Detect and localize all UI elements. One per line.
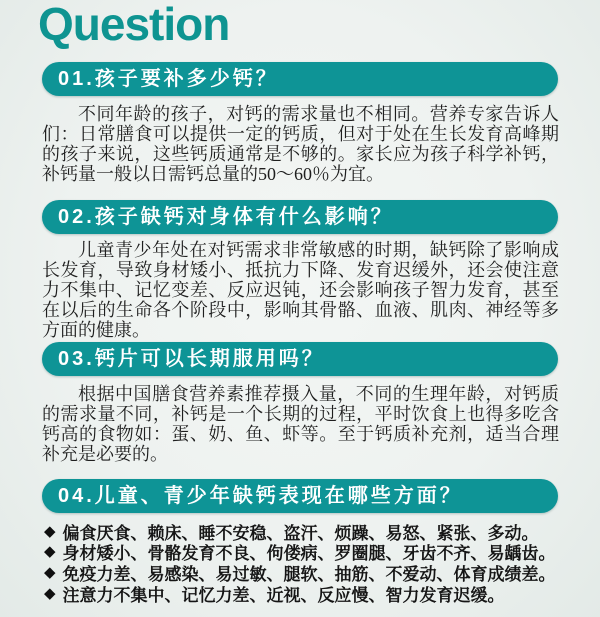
diamond-bullet-icon: ◆: [44, 583, 56, 602]
page-title: Question: [38, 0, 230, 50]
bullet-text: 偏食厌食、赖床、睡不安稳、盗汗、烦躁、易怒、紧张、多动。: [62, 523, 539, 543]
diamond-bullet-icon: ◆: [44, 521, 56, 540]
diamond-bullet-icon: ◆: [44, 542, 56, 561]
section-01-heading: 01.孩子要补多少钙？: [42, 62, 558, 96]
list-item: [42, 583, 559, 604]
diamond-bullet-icon: ◆: [44, 562, 56, 581]
section-02-body: 儿童青少年处在对钙需求非常敏感的时期，缺钙除了影响成长发育，导致身材矮小、抵抗力下降、发育迟缓外，还会使注意力不集中、记忆变差、反应迟钝，还会影响孩子智力发育，甚至在以后的生命各个阶段中，影响其骨骼、血液、肌肉、神经等多方面的健康。: [42, 240, 559, 340]
bullet-text: 注意力不集中、记忆力差、近视、反应慢、智力发育迟缓。: [62, 585, 505, 605]
section-03-heading: 03.钙片可以长期服用吗？: [42, 342, 558, 376]
section-04-heading: 04.儿童、青少年缺钙表现在哪些方面？: [42, 479, 558, 513]
bullet-text: 免疫力差、易感染、易过敏、腿软、抽筋、不爱动、体育成绩差。: [62, 564, 556, 584]
bullet-text: 身材矮小、骨骼发育不良、佝偻病、罗圈腿、牙齿不齐、易龋齿。: [62, 544, 556, 564]
bullet-list: [42, 521, 559, 603]
section-03-body: 根据中国膳食营养素推荐摄入量，不同的生理年龄，对钙质的需求量不同，补钙是一个长期的过程，平时饮食上也得多吃含钙高的食物如：蛋、奶、鱼、虾等。至于钙质补充剂，适当合理补充是必要的。: [42, 384, 559, 464]
section-02-heading: 02.孩子缺钙对身体有什么影响？: [42, 200, 558, 234]
section-01-body: 不同年龄的孩子，对钙的需求量也不相同。营养专家告诉人们：日常膳食可以提供一定的钙质，但对于处在生长发育高峰期的孩子来说，这些钙质通常是不够的。家长应为孩子科学补钙，补钙量一般以日需钙总量的50～60％为宜。: [42, 104, 559, 184]
